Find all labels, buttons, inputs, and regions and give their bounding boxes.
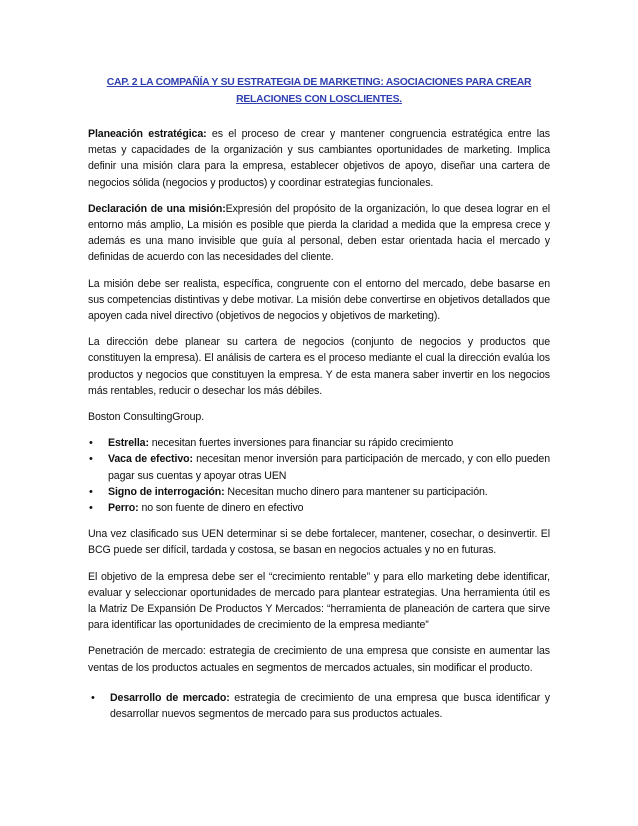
growth-list — [88, 690, 550, 722]
term-vaca: Vaca de efectivo: — [108, 453, 193, 466]
chapter-title-line-1: CAP. 2 LA COMPAÑÍA Y SU ESTRATEGIA DE MARKETING: ASOCIACIONES PARA CREAR — [106, 77, 532, 88]
paragraph-mision — [88, 201, 550, 266]
list-item-text: Necesitan mucho dinero para mantener su participación. — [224, 485, 488, 498]
list-item-text: necesitan menor inversión para participación de mercado, y con ello pueden pagar sus cuentas y apoyar otras UEN — [108, 453, 550, 482]
term-desarrollo: Desarrollo de mercado: — [110, 691, 230, 704]
list-item-perro — [86, 500, 550, 516]
list-item-text: estrategia de crecimiento de una empresa que busca identificar y desarrollar nuevos segmentos de mercado para sus productos actuales. — [110, 691, 550, 721]
paragraph-mision-realista: La misión debe ser realista, específica, congruente con el entorno del mercado, debe basarse en sus competencias distintivas y debe motivar. La misión debe convertirse en objetivos detallados que apoyen cada nivel directivo (objetivos de negocios y objetivos de marketing). — [88, 277, 550, 323]
chapter-title — [100, 74, 538, 108]
list-item-text: necesitan fuertes inversiones para financiar su rápido crecimiento — [148, 437, 454, 450]
paragraph-penetracion: Penetración de mercado: estrategia de crecimiento de una empresa que consiste en aumentar las ventas de los productos actuales en segmentos de mercados actuales, sin modificar el producto. — [88, 645, 550, 674]
paragraph-crecimiento: El objetivo de la empresa debe ser el “crecimiento rentable” y para ello marketing debe identificar, evaluar y seleccionar oportunidades de mercado para plantear estrategias. Una herramienta útil es la Matriz De Expansión De Productos Y Mercados: “herramienta de planeación de cartera que sirve para identificar las oportunidades de crecimiento de la empresa mediante” — [88, 570, 550, 632]
paragraph-cartera: La dirección debe planear su cartera de negocios (conjunto de negocios y productos que constituyen la empresa). El análisis de cartera es el proceso mediante el cual la dirección evalúa los productos y negocios que constituyen la empresa. Y de esta manera saber invertir en los negocios más rentables, reducir o desechar los más débiles. — [88, 336, 550, 397]
paragraph-planeacion — [88, 126, 550, 191]
document-body — [88, 126, 550, 732]
paragraph-uen: Una vez clasificado sus UEN determinar si se debe fortalecer, mantener, cosechar, o desinvertir. El BCG puede ser difícil, tardada y costosa, se basan en negocios actuales y no en futuras. — [88, 528, 550, 557]
paragraph-bcg: Boston ConsultingGroup. — [88, 411, 205, 424]
list-item-vaca — [86, 451, 550, 483]
bcg-list — [86, 435, 550, 516]
list-item-signo — [86, 484, 550, 500]
term-mision: Declaración de una misión: — [88, 202, 226, 215]
list-item-text: no son fuente de dinero en efectivo — [138, 502, 304, 515]
list-item-estrella — [86, 435, 550, 451]
term-perro: Perro: — [108, 502, 139, 515]
chapter-title-line-2: RELACIONES CON LOSCLIENTES. — [236, 94, 402, 105]
term-signo: Signo de interrogación: — [108, 485, 225, 498]
list-item-desarrollo — [88, 690, 550, 722]
paragraph-text: Expresión del propósito de la organización, lo que desea lograr en el entorno más amplio, La misión es posible que pierda la claridad a medida que la empresa crece y además es una mano invisible que guía al personal, deben estar orientada hacia el mercado y definidas de acuerdo con las necesidades del cliente. — [88, 202, 550, 264]
paragraph-text: es el proceso de crear y mantener congruencia estratégica entre las metas y capacidades de la organización y sus cambiantes oportunidades de marketing. Implica definir una misión clara para la empresa, establecer objetivos de apoyo, diseñar una cartera de negocios sólida (negocios y productos) y coordinar estrategias funcionales. — [88, 128, 550, 189]
term-planeacion: Planeación estratégica: — [88, 128, 207, 140]
term-estrella: Estrella: — [108, 437, 149, 450]
